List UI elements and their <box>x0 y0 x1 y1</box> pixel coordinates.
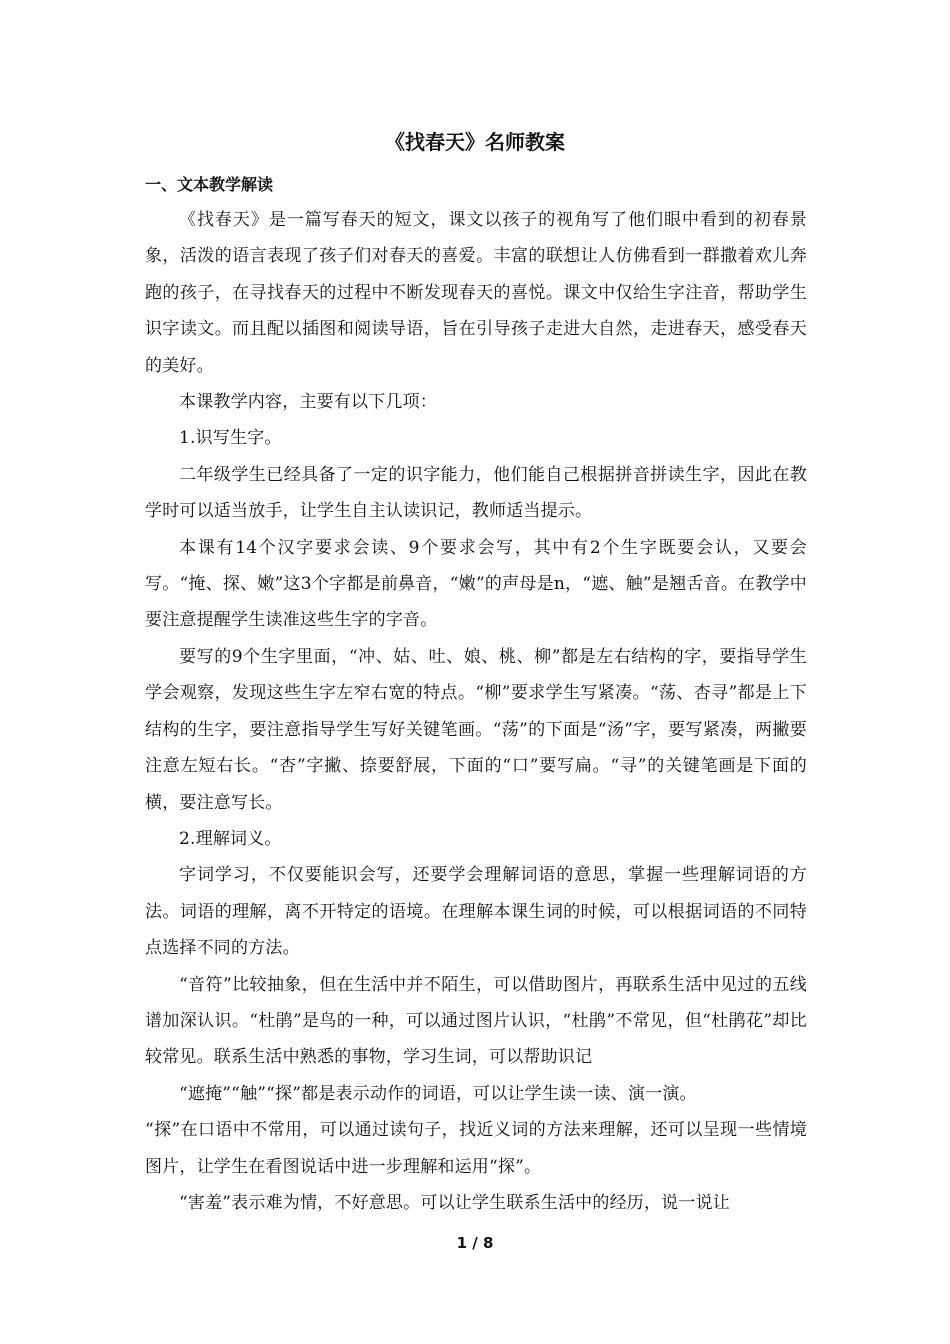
paragraph: 本课教学内容，主要有以下几项： <box>179 392 437 413</box>
section-heading: 一、文本教学解读 <box>145 175 274 194</box>
paragraph: “音符”比较抽象，但在生活中并不陌生，可以借助图片，再联系生活中见过的五线谱加深认识。“杜鹃”是鸟的一种，可以通过图片认识，“杜鹃”不常见，但“杜鹃花”却比较常见。联系生活中熟悉的事物，学习生词，可以帮助识记 <box>145 974 807 1068</box>
paragraph: “探”在口语中不常用，可以通过读句子，找近义词的方法来理解，还可以呈现一些情境图片，让学生在看图说话中进一步理解和运用“探”。 <box>145 1120 807 1177</box>
page-number: 1 / 8 <box>456 1234 494 1252</box>
paragraph: 本课有14个汉字要求会读、9个要求会写，其中有2个生字既要会认，又要会写。“掩、探、嫩”这3个字都是前鼻音，“嫩”的声母是n，“遮、触”是翘舌音。在教学中要注意提醒学生读准这些生字的字音。 <box>145 537 807 631</box>
paragraph: 《找春天》是一篇写春天的短文，课文以孩子的视角写了他们眼中看到的初春景象，活泼的语言表现了孩子们对春天的喜爱。丰富的联想让人仿佛看到一群撒着欢儿奔跑的孩子，在寻找春天的过程中不断发现春天的喜悦。课文中仅给生字注音，帮助学生识字读文。而且配以插图和阅读导语，旨在引导孩子走进大自然，走进春天，感受春天的美好。 <box>145 210 807 376</box>
paragraph: “害羞”表示难为情，不好意思。可以让学生联系生活中的经历，说一说让 <box>179 1192 730 1213</box>
paragraph: 二年级学生已经具备了一定的识字能力，他们能自己根据拼音拼读生字，因此在教学时可以适当放手，让学生自主认读识记，教师适当提示。 <box>145 464 807 522</box>
paragraph: “遮掩”“触”“探”都是表示动作的词语，可以让学生读一读、演一演。 <box>179 1083 697 1104</box>
paragraph: 2.理解词义。 <box>179 828 282 849</box>
paragraph: 要写的9个生字里面，“冲、姑、吐、娘、桃、柳”都是左右结构的字，要指导学生学会观察，发现这些生字左窄右宽的特点。“柳”要求学生写紧凑。“荡、杏寻”都是上下结构的生字，要注意指导学生写好关键笔画。“荡”的下面是“汤”字，要写紧凑，两撇要注意左短右长。“杏”字撇、捺要舒展，下面的“口”要写扁。“寻”的关键笔画是下面的横，要注意写长。 <box>145 646 807 813</box>
document-title: 《找春天》名师教案 <box>385 130 565 154</box>
paragraph: 1.识写生字。 <box>179 428 282 449</box>
paragraph: 字词学习，不仅要能识会写，还要学会理解词语的意思，掌握一些理解词语的方法。词语的理解，离不开特定的语境。在理解本课生词的时候，可以根据词语的不同特点选择不同的方法。 <box>145 865 807 959</box>
body-text <box>145 202 807 1221</box>
